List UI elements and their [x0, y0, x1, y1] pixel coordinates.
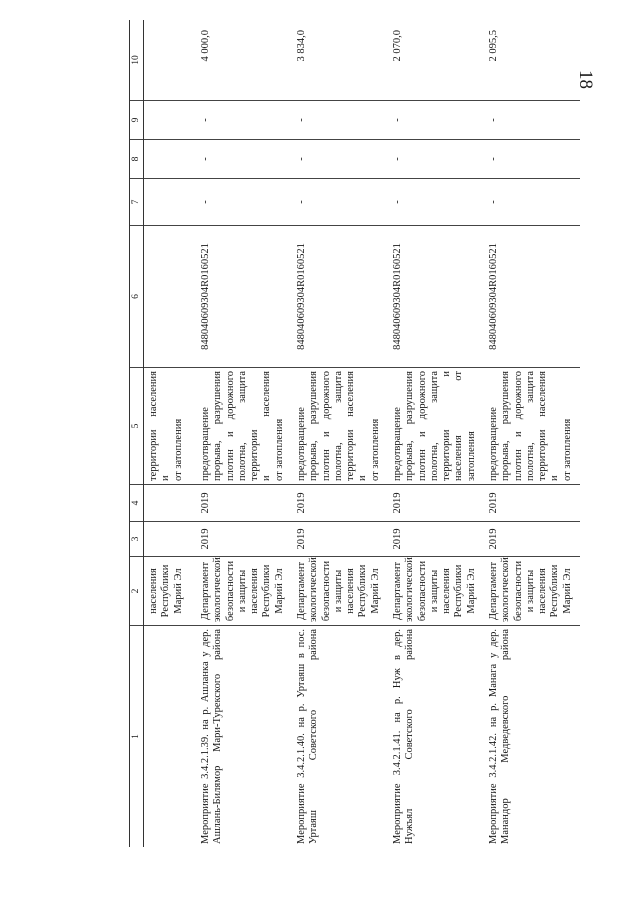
- col7-cell: -: [196, 179, 292, 226]
- purpose-cell: [196, 368, 292, 485]
- column-header: 7: [130, 179, 144, 226]
- end-year-cell: 2019: [484, 485, 580, 522]
- amount-cell: [144, 20, 197, 101]
- col8-cell: -: [484, 140, 580, 179]
- purpose-line: от затопления: [369, 418, 381, 481]
- executor-line: Республики: [261, 564, 273, 618]
- executor-line: и защиты: [236, 569, 248, 613]
- purpose-line: прорыва, разрушения: [404, 371, 416, 481]
- purpose-line: прорыва, разрушения: [212, 371, 224, 481]
- column-header: 2: [130, 557, 144, 626]
- purpose-line: предотвращение: [296, 407, 307, 481]
- executor-line: и защиты: [428, 569, 440, 613]
- purpose-line: от затопления: [172, 418, 184, 481]
- executor-line: безопасности: [224, 560, 236, 622]
- activity-cell: Мероприятие 3.4.2.1.40. на р. Уртаяш в пос. Уртаяш Советского района: [296, 629, 320, 844]
- purpose-line: плотин и дорожного: [224, 371, 236, 481]
- kbk-cell: 848040609304R0160521: [388, 226, 484, 368]
- table-row: [388, 20, 484, 847]
- start-year-cell: 2019: [292, 522, 388, 557]
- purpose-line: плотин и дорожного: [320, 371, 332, 481]
- executor-line: Марий Эл: [172, 568, 184, 614]
- executor-line: экологической: [308, 557, 320, 622]
- executor-cell: [144, 557, 197, 626]
- executor-line: Департамент: [296, 561, 307, 621]
- purpose-line: плотин и дорожного: [416, 371, 428, 481]
- col8-cell: -: [388, 140, 484, 179]
- purpose-line: и: [549, 475, 561, 481]
- purpose-line: прорыва, разрушения: [308, 371, 320, 481]
- executor-line: населения: [249, 568, 261, 614]
- continuation-row: [144, 20, 197, 847]
- executor-line: Департамент: [488, 561, 499, 621]
- purpose-line: и населения: [261, 371, 273, 481]
- column-header: 5: [130, 368, 144, 485]
- col8-cell: -: [196, 140, 292, 179]
- executor-line: Департамент: [392, 561, 403, 621]
- purpose-line: и: [160, 475, 172, 481]
- purpose-line: территории: [249, 429, 261, 481]
- end-year-cell: 2019: [388, 485, 484, 522]
- purpose-cell: [292, 368, 388, 485]
- page-number: 18: [575, 70, 596, 89]
- executor-cell: [196, 557, 292, 626]
- column-header: 1: [130, 626, 144, 848]
- purpose-line: полотна, защита: [236, 371, 248, 481]
- executor-line: Марий Эл: [369, 568, 381, 614]
- purpose-line: от затопления: [273, 418, 285, 481]
- purpose-line: и: [357, 475, 369, 481]
- table-row: [292, 20, 388, 847]
- col9-cell: -: [196, 101, 292, 140]
- purpose-line: полотна, защита: [428, 371, 440, 481]
- amount-cell: 2 095,5: [484, 20, 580, 101]
- amount-cell: 3 834,0: [292, 20, 388, 101]
- executor-cell: [484, 557, 580, 626]
- executor-line: Марий Эл: [561, 568, 573, 614]
- purpose-line: затопления: [465, 431, 477, 481]
- executor-line: Марий Эл: [465, 568, 477, 614]
- purpose-line: предотвращение: [200, 407, 211, 481]
- purpose-cell: [144, 368, 197, 485]
- col8-cell: [144, 140, 197, 179]
- col7-cell: -: [292, 179, 388, 226]
- start-year-cell: 2019: [196, 522, 292, 557]
- end-cell: [144, 485, 197, 522]
- col9-cell: [144, 101, 197, 140]
- executor-cell: [292, 557, 388, 626]
- col9-cell: -: [484, 101, 580, 140]
- purpose-line: от затопления: [561, 418, 573, 481]
- column-header: 8: [130, 140, 144, 179]
- activity-rows: [196, 20, 580, 847]
- col7-cell: -: [388, 179, 484, 226]
- executor-line: населения: [537, 568, 549, 614]
- executor-line: населения: [345, 568, 357, 614]
- executor-line: и защиты: [524, 569, 536, 613]
- executor-line: Республики: [357, 564, 369, 618]
- column-header: 3: [130, 522, 144, 557]
- activity-cell: Мероприятие 3.4.2.1.42. на р. Манага у дер. Манандор Медведевского района: [488, 629, 512, 844]
- col9-cell: -: [388, 101, 484, 140]
- start-cell: [144, 522, 197, 557]
- purpose-line: предотвращение: [392, 407, 403, 481]
- col9-cell: -: [292, 101, 388, 140]
- table-row: [484, 20, 580, 847]
- amount-cell: 4 000,0: [196, 20, 292, 101]
- purpose-line: территории населения: [345, 371, 357, 481]
- purpose-line: плотин и дорожного: [512, 371, 524, 481]
- activity-cell: Мероприятие 3.4.2.1.39. на р. Ашланка у дер. Ашлань-Билямор Мари-Турекского района: [200, 629, 224, 844]
- kbk-cell: 848040609304R0160521: [196, 226, 292, 368]
- purpose-cell: [388, 368, 484, 485]
- start-year-cell: 2019: [388, 522, 484, 557]
- executor-line: населения: [441, 568, 453, 614]
- end-year-cell: 2019: [292, 485, 388, 522]
- executor-line: Республики: [160, 564, 172, 618]
- column-header: 10: [130, 20, 144, 101]
- purpose-line: прорыва, разрушения: [500, 371, 512, 481]
- purpose-line: территории населения: [148, 371, 159, 481]
- activities-table: [129, 20, 580, 847]
- kbk-cell: 848040609304R0160521: [292, 226, 388, 368]
- end-year-cell: 2019: [196, 485, 292, 522]
- executor-cell: [388, 557, 484, 626]
- executor-line: безопасности: [320, 560, 332, 622]
- column-header: 4: [130, 485, 144, 522]
- purpose-line: полотна, защита: [332, 371, 344, 481]
- column-number-row: [130, 20, 144, 847]
- purpose-line: территории населения: [537, 371, 549, 481]
- col7-cell: [144, 179, 197, 226]
- executor-line: населения: [148, 568, 159, 614]
- purpose-line: предотвращение: [488, 407, 499, 481]
- kbk-cell: [144, 226, 197, 368]
- executor-line: Республики: [453, 564, 465, 618]
- column-header: 6: [130, 226, 144, 368]
- executor-line: Марий Эл: [273, 568, 285, 614]
- executor-line: и защиты: [332, 569, 344, 613]
- table-row: [196, 20, 292, 847]
- start-year-cell: 2019: [484, 522, 580, 557]
- purpose-line: населения от: [453, 371, 465, 481]
- col7-cell: -: [484, 179, 580, 226]
- activity-cell: Мероприятие 3.4.2.1.41. на р. Нуж в дер. Нужъял Советского района: [392, 629, 416, 844]
- activity-cell: [144, 626, 197, 848]
- purpose-line: территории и: [441, 371, 453, 481]
- amount-cell: 2 070,0: [388, 20, 484, 101]
- executor-line: Департамент: [200, 561, 211, 621]
- executor-line: Республики: [549, 564, 561, 618]
- purpose-cell: [484, 368, 580, 485]
- purpose-line: полотна, защита: [524, 371, 536, 481]
- kbk-cell: 848040609304R0160521: [484, 226, 580, 368]
- column-header: 9: [130, 101, 144, 140]
- executor-line: экологической: [404, 557, 416, 622]
- col8-cell: -: [292, 140, 388, 179]
- executor-line: экологической: [212, 557, 224, 622]
- executor-line: безопасности: [512, 560, 524, 622]
- executor-line: экологической: [500, 557, 512, 622]
- executor-line: безопасности: [416, 560, 428, 622]
